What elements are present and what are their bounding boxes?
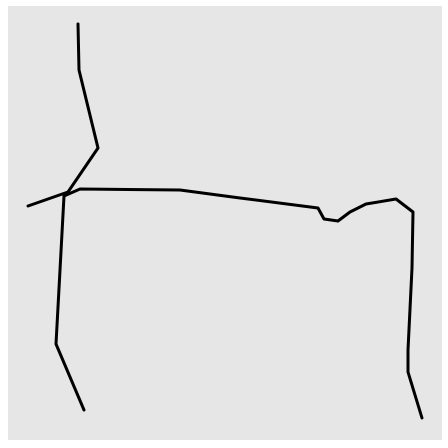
paper-background [8,6,442,440]
